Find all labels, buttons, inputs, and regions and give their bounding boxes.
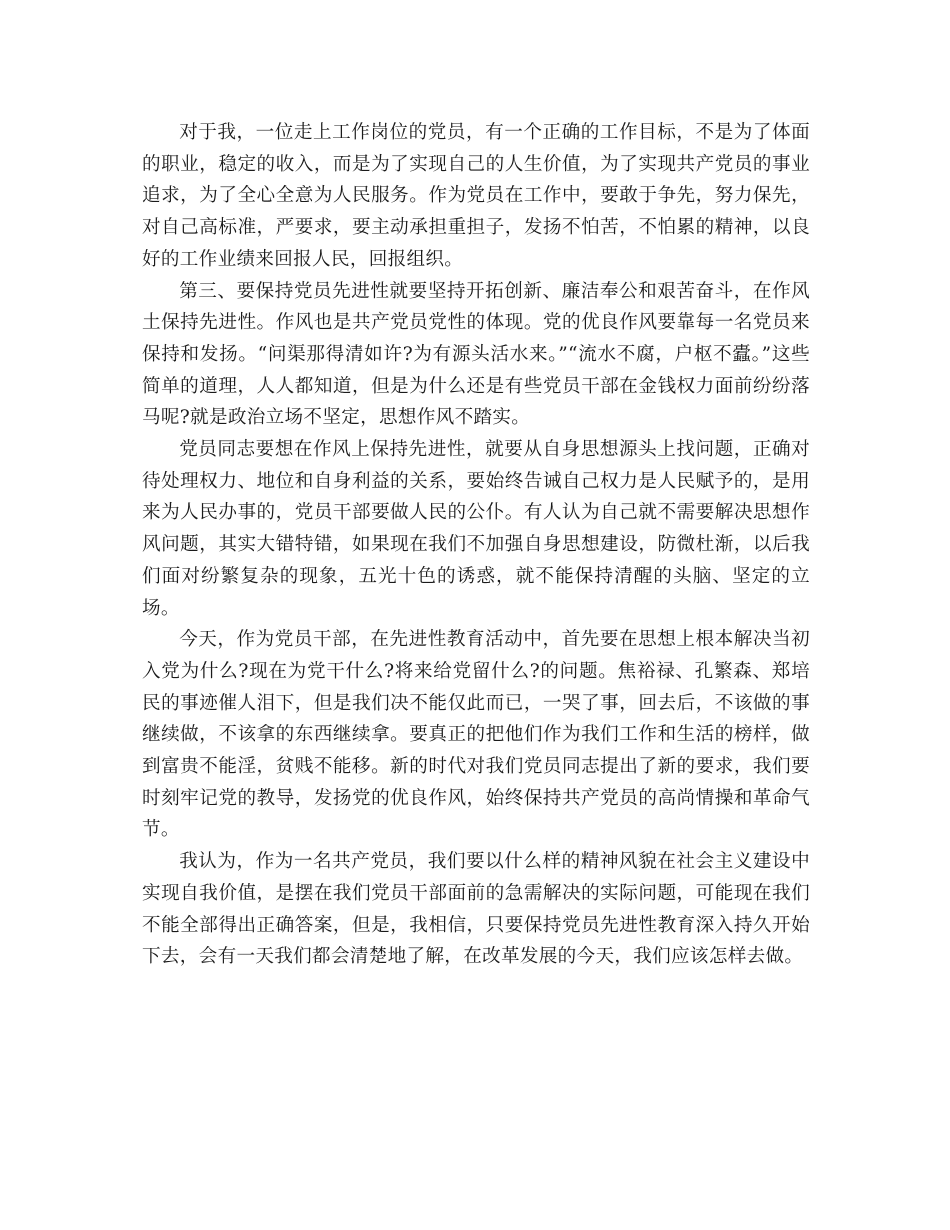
- paragraph-5: 我认为，作为一名共产党员，我们要以什么样的精神风貌在社会主义建设中实现自我价值，是摆在我们党员干部面前的急需解决的实际问题，可能现在我们不能全部得出正确答案，但是，我相信，只要保持党员先进性教育深入持久开始下去，会有一天我们都会清楚地了解，在改革发展的今天，我们应该怎样去做。: [142, 851, 810, 968]
- paragraph-2: 第三、要保持党员先进性就要坚持开拓创新、廉洁奉公和艰苦奋斗，在作风土保持先进性。作风也是共产党员党性的体现。党的优良作风要靠每一名党员来保持和发扬。“问渠那得清如许?为有源头活水来。”“流水不腐，户枢不蠹。”这些简单的道理，人人都知道，但是为什么还是有些党员干部在金钱权力面前纷纷落马呢?就是政治立场不坚定，思想作风不踏实。: [142, 280, 810, 429]
- paragraph-4: 今天，作为党员干部，在先进性教育活动中，首先要在思想上根本解决当初入党为什么?现在为党干什么?将来给党留什么?的问题。焦裕禄、孔繁森、郑培民的事迹催人泪下，但是我们决不能仅此而已，一哭了事，回去后，不该做的事继续做，不该拿的东西继续拿。要真正的把他们作为我们工作和生活的榜样，做到富贵不能淫，贫贱不能移。新的时代对我们党员同志提出了新的要求，我们要时刻牢记党的教导，发扬党的优良作风，始终保持共产党员的高尚情操和革命气节。: [142, 629, 810, 841]
- paragraph-1: 对于我，一位走上工作岗位的党员，有一个正确的工作目标，不是为了体面的职业，稳定的收入，而是为了实现自己的人生价值，为了实现共产党员的事业追求，为了全心全意为人民服务。作为党员在工作中，要敢于争先，努力保先，对自己高标准，严要求，要主动承担重担子，发扬不怕苦，不怕累的精神，以良好的工作业绩来回报人民，回报组织。: [142, 122, 810, 270]
- paragraph-3: 党员同志要想在作风上保持先进性，就要从自身思想源头上找问题，正确对待处理权力、地位和自身利益的关系，要始终告诫自己权力是人民赋予的，是用来为人民办事的，党员干部要做人民的公仆。有人认为自己就不需要解决思想作风问题，其实大错特错，如果现在我们不加强自身思想建设，防微杜渐，以后我们面对纷繁复杂的现象，五光十色的诱惑，就不能保持清醒的头脑、坚定的立场。: [142, 439, 810, 619]
- document-body: [142, 117, 810, 973]
